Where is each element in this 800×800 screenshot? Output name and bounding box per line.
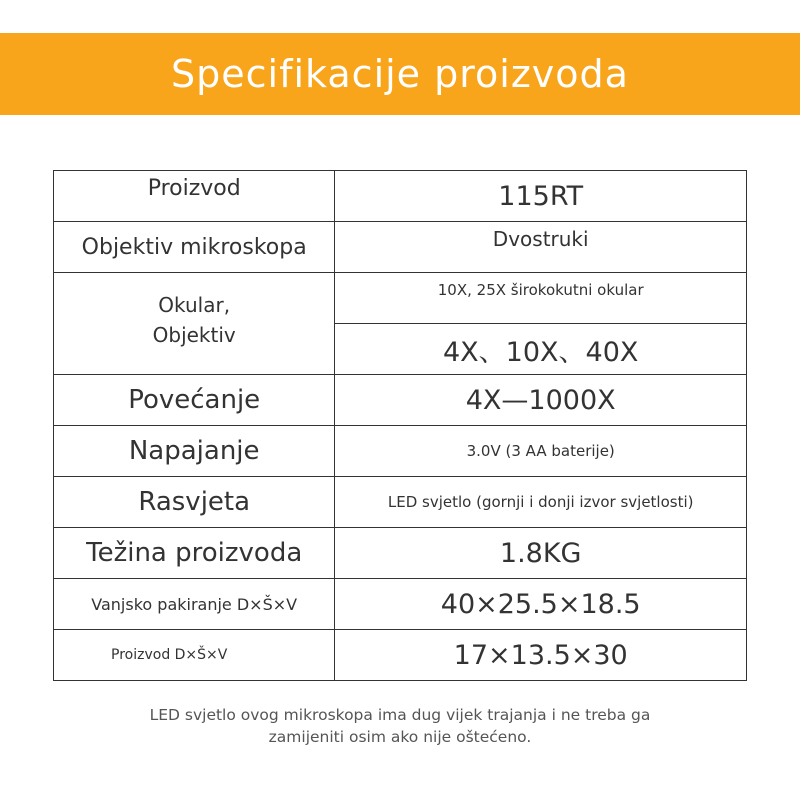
row-value: 17×13.5×30 — [335, 630, 747, 681]
table-row — [54, 273, 747, 324]
table-row — [54, 477, 747, 528]
row-label: Vanjsko pakiranje D×Š×V — [54, 579, 335, 630]
table-row — [54, 579, 747, 630]
row-value: 10X, 25X širokokutni okular — [335, 273, 747, 324]
row-label: Proizvod — [54, 171, 335, 222]
row-label-line-1: Okular, — [158, 292, 231, 317]
row-value: 3.0V (3 AA baterije) — [335, 426, 747, 477]
row-label-line-2: Objektiv — [152, 322, 236, 347]
footnote-line-2: zamijeniti osim ako nije oštećeno. — [268, 728, 532, 746]
row-label: Povećanje — [54, 375, 335, 426]
page-title: Specifikacije proizvoda — [171, 52, 629, 96]
row-value: 40×25.5×18.5 — [335, 579, 747, 630]
table-row — [54, 222, 747, 273]
merged-label — [54, 290, 334, 350]
table-row — [54, 171, 747, 222]
row-label: Napajanje — [54, 426, 335, 477]
table-row — [54, 528, 747, 579]
footnote — [60, 704, 740, 748]
row-label: Rasvjeta — [54, 477, 335, 528]
footnote-line-1: LED svjetlo ovog mikroskopa ima dug vijek trajanja i ne treba ga — [149, 706, 651, 724]
table-row — [54, 630, 747, 681]
spec-table — [53, 170, 747, 681]
table-row — [54, 375, 747, 426]
row-value: 115RT — [335, 171, 747, 222]
row-value: 4X、10X、40X — [335, 324, 747, 375]
row-value: 4X—1000X — [335, 375, 747, 426]
row-value: Dvostruki — [335, 222, 747, 273]
row-value: LED svjetlo (gornji i donji izvor svjetlosti) — [335, 477, 747, 528]
row-label: Objektiv mikroskopa — [54, 222, 335, 273]
row-label: Proizvod D×Š×V — [54, 630, 335, 681]
row-label-merged — [54, 273, 335, 375]
row-label: Težina proizvoda — [54, 528, 335, 579]
title-banner — [0, 33, 800, 115]
table-row — [54, 426, 747, 477]
row-value: 1.8KG — [335, 528, 747, 579]
